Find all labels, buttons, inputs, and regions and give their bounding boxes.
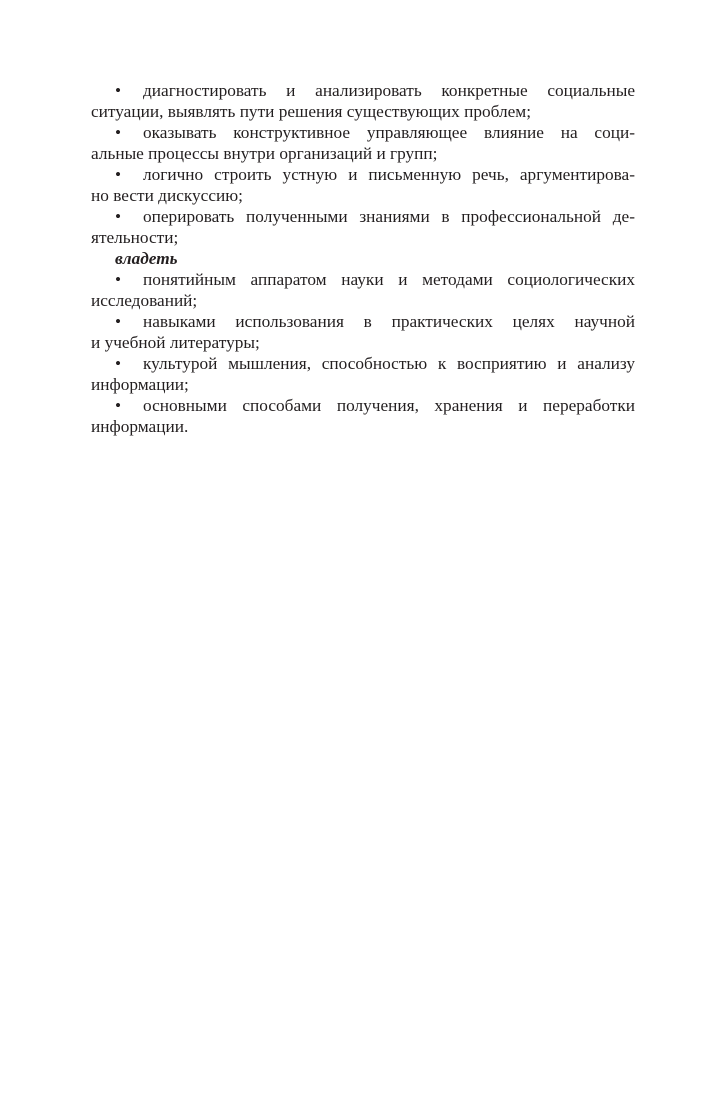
bullet-icon: • (115, 207, 122, 226)
list-item-continuation: альные процессы внутри организаций и групп; (91, 144, 438, 163)
list-item (91, 164, 635, 206)
list-item-first-line (91, 269, 635, 290)
bullet-icon: • (115, 123, 122, 142)
list-item-first-line (91, 80, 635, 101)
list-item-text: основными способами получения, хранения и переработки (143, 396, 635, 415)
list-item-text: диагностировать и анализировать конкретные социальные (143, 81, 635, 100)
list-item-first-line (91, 311, 635, 332)
list-item (91, 395, 635, 437)
list-item (91, 122, 635, 164)
bullet-icon: • (115, 354, 122, 373)
list-item-first-line (91, 122, 635, 143)
list-item-text: навыками использования в практических целях научной (143, 312, 635, 331)
list-item-first-line (91, 353, 635, 374)
section-heading: владеть (115, 249, 178, 268)
list-item-text: понятийным аппаратом науки и методами социологических (143, 270, 635, 289)
list-item-continuation: ситуации, выявлять пути решения существующих проблем; (91, 102, 532, 121)
list-item-continuation: и учебной литературы; (91, 333, 260, 352)
document-page (91, 80, 635, 437)
list-item-text: оперировать полученными знаниями в профессиональной де- (143, 207, 635, 226)
list-item (91, 269, 635, 311)
list-item (91, 311, 635, 353)
list-item-continuation: информации; (91, 375, 189, 394)
list-item (91, 206, 635, 248)
list-item-first-line (91, 395, 635, 416)
list-item-first-line (91, 164, 635, 185)
list-item-text: логично строить устную и письменную речь, аргументирова- (143, 165, 635, 184)
bullet-icon: • (115, 81, 122, 100)
list-item (91, 80, 635, 122)
skills-list (91, 80, 635, 248)
list-item-continuation: ятельности; (91, 228, 179, 247)
bullet-icon: • (115, 312, 122, 331)
list-item-text: оказывать конструктивное управляющее влияние на соци- (143, 123, 635, 142)
bullet-icon: • (115, 165, 122, 184)
bullet-icon: • (115, 270, 122, 289)
list-item (91, 353, 635, 395)
list-item-continuation: но вести дискуссию; (91, 186, 243, 205)
list-item-continuation: информации. (91, 417, 189, 436)
list-item-continuation: исследований; (91, 291, 198, 310)
list-item-first-line (91, 206, 635, 227)
bullet-icon: • (115, 396, 122, 415)
list-item-text: культурой мышления, способностью к восприятию и анализу (143, 354, 635, 373)
possession-list (91, 269, 635, 437)
